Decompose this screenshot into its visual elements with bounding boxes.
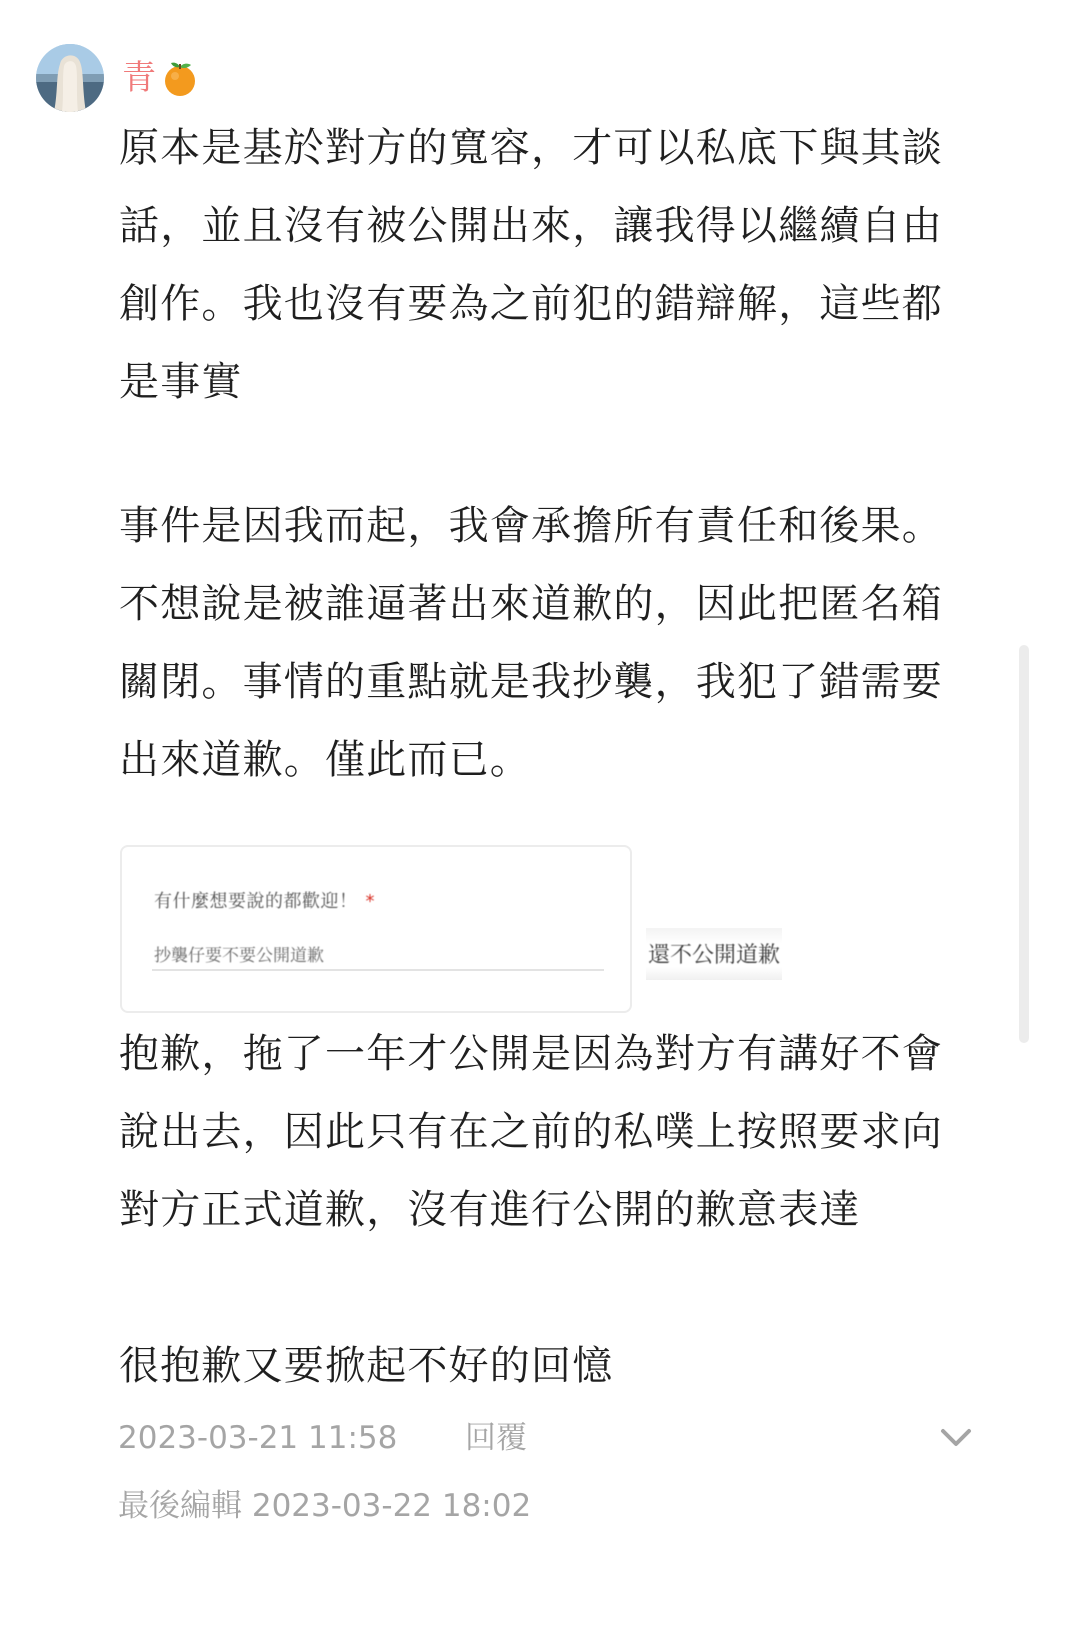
embed-question-text: 有什麼想要說的都歡迎！ bbox=[154, 891, 358, 912]
comment-paragraph: 事件是因我而起，我會承擔所有責任和後果。不想說是被誰逼著出來道歉的，因此把匿名箱關閉。事情的重點就是我抄襲，我犯了錯需要出來道歉。僅此而已。 bbox=[119, 503, 943, 783]
embedded-side-snippet[interactable] bbox=[646, 928, 782, 980]
avatar-image bbox=[36, 44, 104, 112]
comment-paragraph: 抱歉，拖了一年才公開是因為對方有講好不會說出去，因此只有在之前的私噗上按照要求向對方正式道歉，沒有進行公開的歉意表達 bbox=[119, 1031, 943, 1233]
embedded-screenshot[interactable] bbox=[120, 845, 632, 1013]
comment-paragraph: 很抱歉又要掀起不好的回憶 bbox=[119, 1343, 614, 1389]
chevron-down-icon[interactable] bbox=[938, 1420, 974, 1456]
orange-emoji-icon bbox=[160, 58, 200, 98]
timestamp: 2023-03-21 11:58 bbox=[118, 1420, 398, 1456]
embed-underline bbox=[152, 969, 604, 971]
username[interactable] bbox=[122, 56, 200, 100]
required-mark: * bbox=[365, 891, 375, 912]
embed-side-text: 還不公開道歉 bbox=[648, 943, 781, 968]
comment-paragraph: 原本是基於對方的寬容，才可以私底下與其談話，並且沒有被公開出來，讓我得以繼續自由創作。我也沒有要為之前犯的錯辯解，這些都是事實 bbox=[119, 125, 943, 405]
embed-question bbox=[154, 887, 375, 913]
avatar[interactable] bbox=[36, 44, 104, 112]
scrollbar[interactable] bbox=[1019, 645, 1029, 1043]
username-text: 青 bbox=[122, 58, 156, 98]
last-edited: 最後編輯 2023-03-22 18:02 bbox=[118, 1488, 532, 1524]
reply-button[interactable]: 回覆 bbox=[465, 1420, 527, 1456]
embed-answer: 抄襲仔要不要公開道歉 bbox=[154, 946, 324, 966]
